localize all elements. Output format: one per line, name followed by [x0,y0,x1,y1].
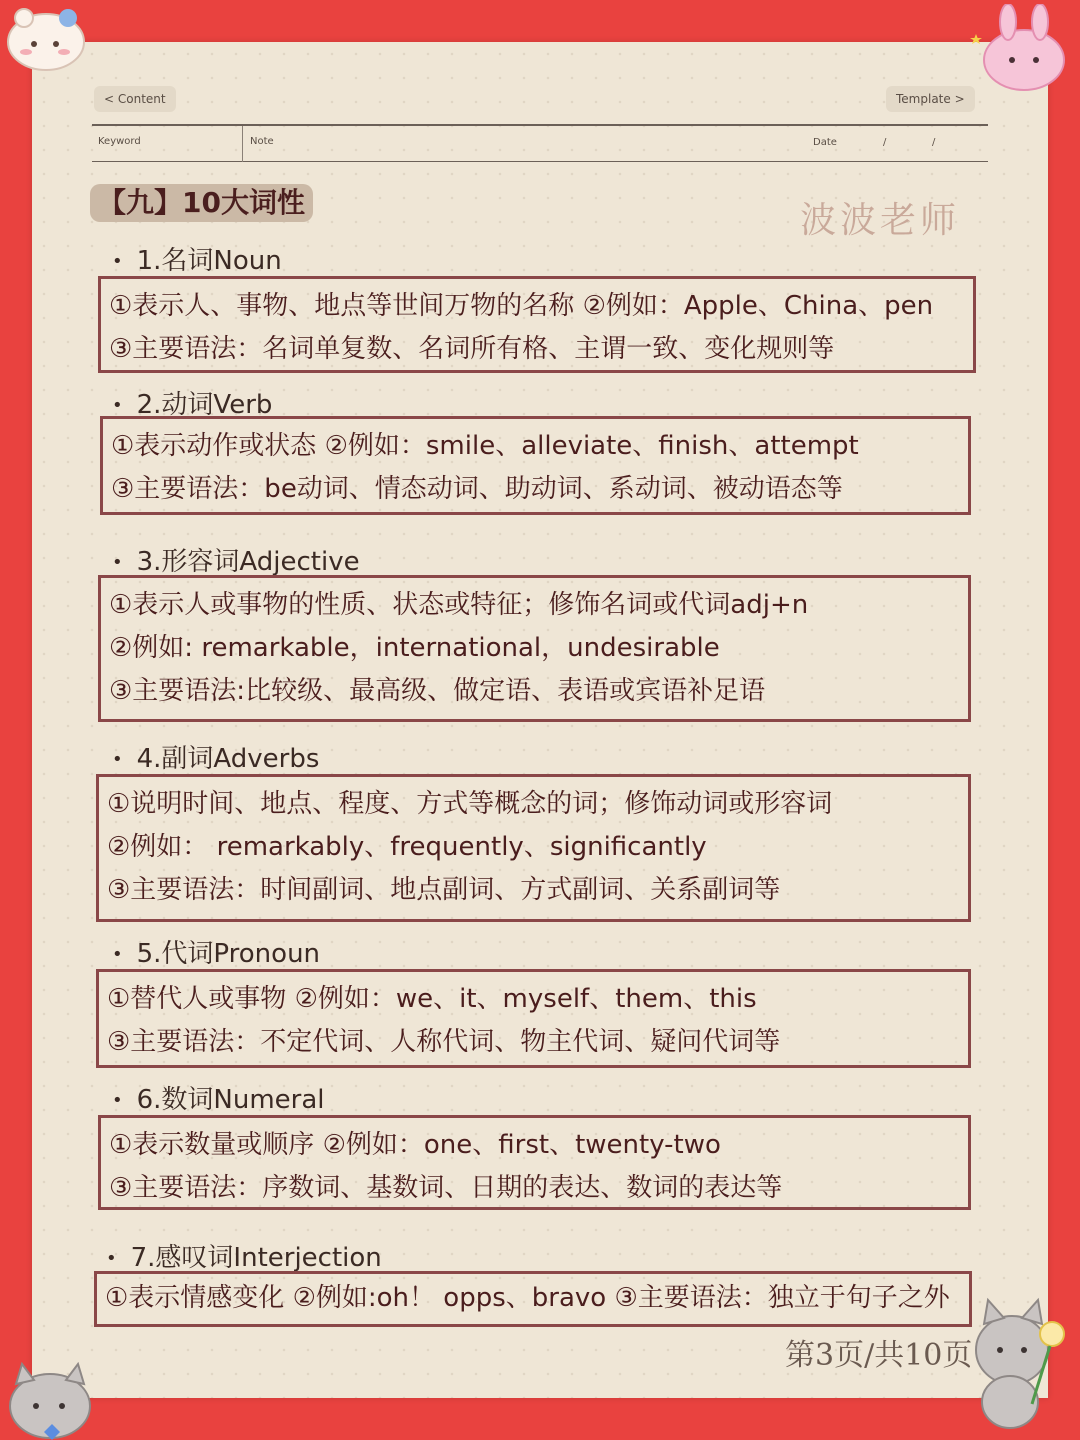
author-signature: 波波老师 [800,200,961,241]
date-label: Date [813,137,837,148]
cat-with-flower-sticker-icon [962,1294,1080,1434]
section-heading: • 6.数词Numeral [112,1085,325,1115]
section-line: ③主要语法：序数词、基数词、日期的表达、数词的表达等 [109,1173,783,1203]
back-to-content-button[interactable]: < Content [94,86,176,112]
page-title: 【九】10大词性 [90,184,313,222]
section-line: ②例如： remarkably、frequently、significantly [107,832,707,862]
section-line: ①表示数量或顺序 ②例如：one、first、twenty-two [109,1130,721,1160]
section-box [98,575,971,722]
note-label: Note [250,136,274,147]
section-box [100,416,971,515]
section-line: ①表示人或事物的性质、状态或特征；修饰名词或代词adj+n [109,590,809,620]
date-separator: / [883,137,887,148]
bunny-sticker-icon [966,4,1076,96]
section-line: ③主要语法：时间副词、地点副词、方式副词、关系副词等 [107,875,781,905]
section-heading: • 2.动词Verb [112,390,273,420]
section-line: ③主要语法：be动词、情态动词、助动词、系动词、被动语态等 [111,474,843,504]
section-box [98,1115,971,1210]
section-box [94,1271,972,1327]
date-separator: / [932,137,936,148]
header-bottom-rule [92,161,988,162]
keyword-label: Keyword [98,136,141,147]
bear-sticker-icon [2,2,92,74]
section-box [96,774,971,922]
cat-sticker-icon [0,1362,96,1440]
section-heading: • 7.感叹词Interjection [106,1243,382,1273]
section-heading: • 1.名词Noun [112,246,282,276]
section-heading: • 4.副词Adverbs [112,744,320,774]
section-heading: • 5.代词Pronoun [112,939,321,969]
section-box [96,969,971,1068]
header-divider [242,126,243,162]
section-line: ①说明时间、地点、程度、方式等概念的词；修饰动词或形容词 [107,789,833,819]
section-line: ③主要语法：名词单复数、名词所有格、主谓一致、变化规则等 [109,334,835,364]
section-line: ①表示人、事物、地点等世间万物的名称 ②例如：Apple、China、pen [109,291,934,321]
section-line: ③主要语法：不定代词、人称代词、物主代词、疑问代词等 [107,1027,781,1057]
section-box [98,276,976,373]
section-line: ②例如: remarkable，international，undesirable [109,633,720,663]
section-heading: • 3.形容词Adjective [112,547,360,577]
section-line: ③主要语法:比较级、最高级、做定语、表语或宾语补足语 [109,676,766,706]
section-line: ①表示情感变化 ②例如:oh！ opps、bravo ③主要语法：独立于句子之外 [105,1283,950,1313]
template-button[interactable]: Template > [886,86,975,112]
page-number: 第3页/共10页 [785,1338,973,1373]
section-line: ①表示动作或状态 ②例如：smile、alleviate、finish、attempt [111,431,859,461]
section-line: ①替代人或事物 ②例如：we、it、myself、them、this [107,984,757,1014]
header-top-rule [92,124,988,126]
